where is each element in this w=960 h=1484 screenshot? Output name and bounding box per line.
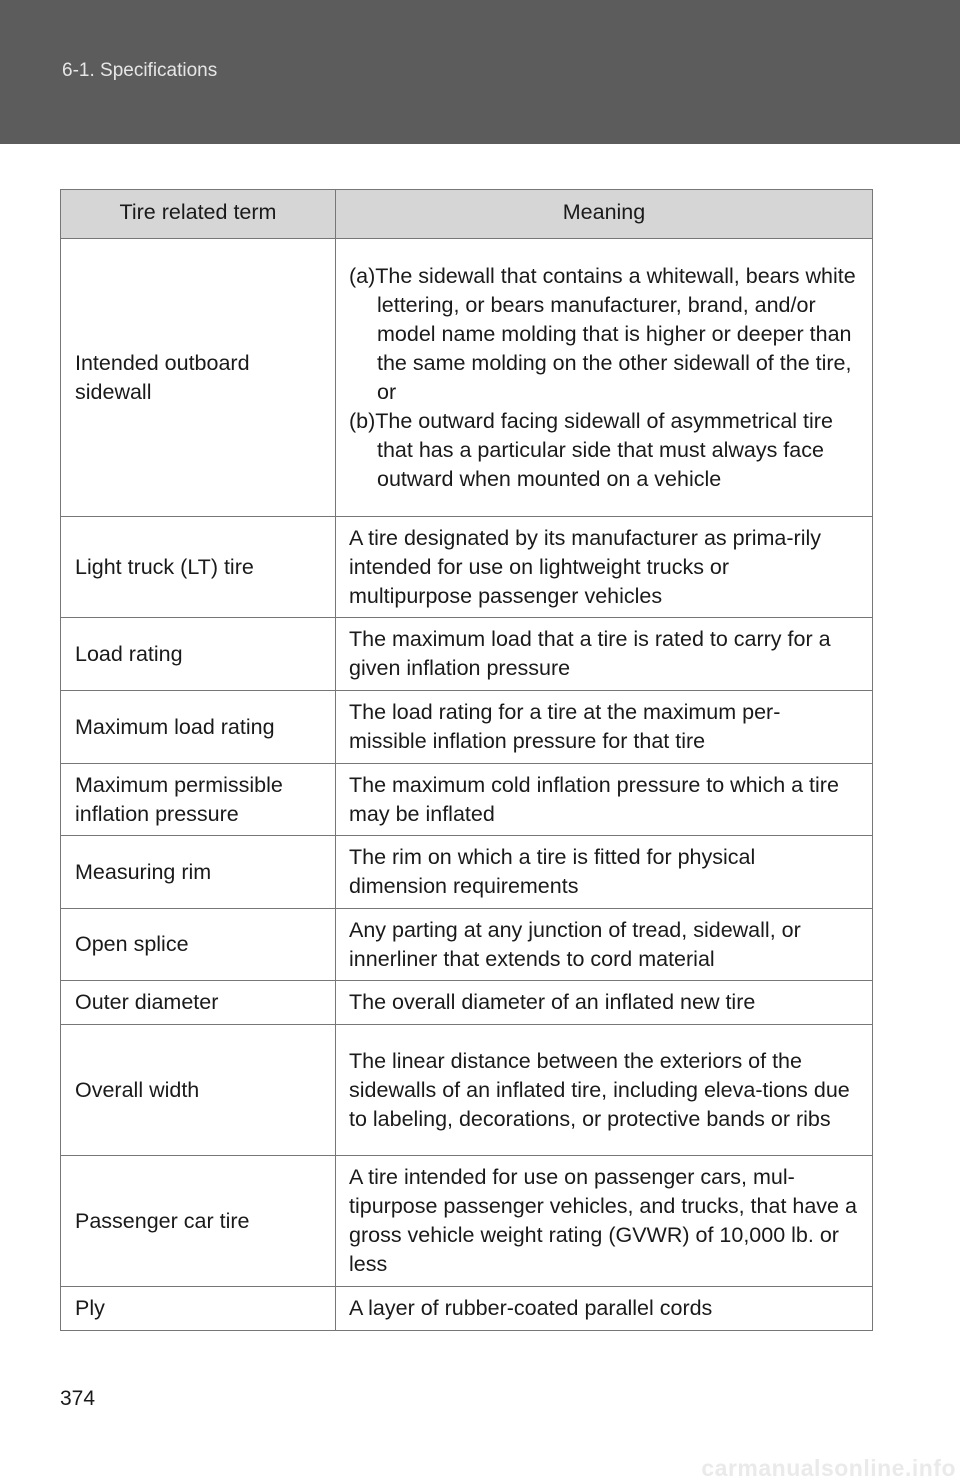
term-cell: Open splice bbox=[61, 909, 336, 981]
term-cell: Ply bbox=[61, 1287, 336, 1331]
meaning-item-a: (a)The sidewall that contains a whitewall, bears white lettering, or bears manufacturer, brand, and/or model name molding that is higher or deeper than the same molding on the other sidewall of the tire, or bbox=[349, 263, 856, 404]
table-row bbox=[61, 618, 873, 691]
term-cell: Overall width bbox=[61, 1025, 336, 1156]
table-row bbox=[61, 764, 873, 836]
table-row bbox=[61, 909, 873, 981]
column-header-meaning: Meaning bbox=[336, 190, 873, 239]
meaning-cell: The load rating for a tire at the maximum per-missible inflation pressure for that tire bbox=[336, 691, 873, 764]
section-title: 6-1. Specifications bbox=[62, 60, 218, 81]
meaning-cell bbox=[336, 239, 873, 517]
column-header-term: Tire related term bbox=[61, 190, 336, 239]
meaning-item-b: (b)The outward facing sidewall of asymmetrical tire that has a particular side that must always face outward when mounted on a vehicle bbox=[349, 408, 833, 491]
tire-terms-table bbox=[60, 189, 873, 1331]
term-cell: Maximum permissible inflation pressure bbox=[61, 764, 336, 836]
term-cell: Maximum load rating bbox=[61, 691, 336, 764]
meaning-cell: The overall diameter of an inflated new tire bbox=[336, 981, 873, 1025]
meaning-cell: Any parting at any junction of tread, sidewall, or innerliner that extends to cord material bbox=[336, 909, 873, 981]
meaning-cell: The rim on which a tire is fitted for physical dimension requirements bbox=[336, 836, 873, 909]
table-row bbox=[61, 981, 873, 1025]
meaning-cell: A layer of rubber-coated parallel cords bbox=[336, 1287, 873, 1331]
table-header-row bbox=[61, 190, 873, 239]
table-row bbox=[61, 517, 873, 618]
table-row bbox=[61, 691, 873, 764]
table-row bbox=[61, 1025, 873, 1156]
meaning-cell: A tire designated by its manufacturer as prima-rily intended for use on lightweight trucks or multipurpose passenger vehicles bbox=[336, 517, 873, 618]
meaning-cell: The maximum cold inflation pressure to which a tire may be inflated bbox=[336, 764, 873, 836]
table-row bbox=[61, 239, 873, 517]
chapter-header-band bbox=[0, 0, 960, 144]
term-cell: Passenger car tire bbox=[61, 1156, 336, 1287]
table-row bbox=[61, 1156, 873, 1287]
meaning-cell: The linear distance between the exteriors of the sidewalls of an inflated tire, including eleva-tions due to labeling, decorations, or protective bands or ribs bbox=[336, 1025, 873, 1156]
table-row bbox=[61, 1287, 873, 1331]
meaning-cell: A tire intended for use on passenger cars, mul-tipurpose passenger vehicles, and trucks, that have a gross vehicle weight rating (GVWR) of 10,000 lb. or less bbox=[336, 1156, 873, 1287]
term-cell: Measuring rim bbox=[61, 836, 336, 909]
term-cell: Intended outboard sidewall bbox=[61, 239, 336, 517]
table-row bbox=[61, 836, 873, 909]
term-cell: Light truck (LT) tire bbox=[61, 517, 336, 618]
term-cell: Load rating bbox=[61, 618, 336, 691]
watermark: carmanualsonline.info bbox=[701, 1455, 956, 1481]
term-cell: Outer diameter bbox=[61, 981, 336, 1025]
page-number: 374 bbox=[60, 1387, 96, 1410]
meaning-cell: The maximum load that a tire is rated to carry for a given inflation pressure bbox=[336, 618, 873, 691]
